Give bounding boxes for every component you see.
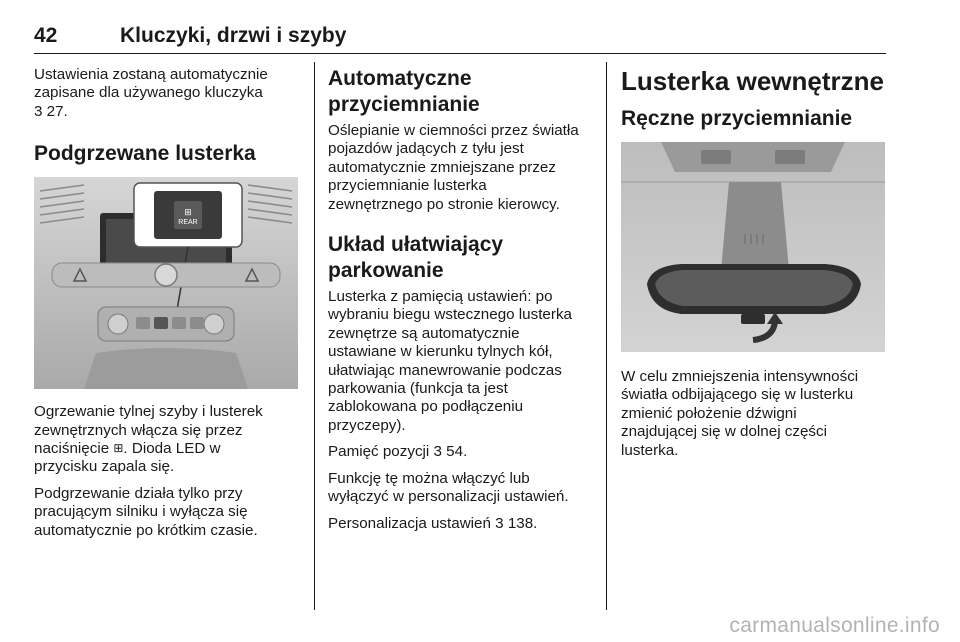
heated-mirror-switch-illustration [34, 177, 298, 389]
auto-dimming-heading: Automatyczne przyciemnianie [328, 67, 480, 116]
manual-dimming-heading: Ręczne przyciemnianie [621, 107, 853, 130]
parking-assist-heading: Układ ułatwiający parkowanie [328, 233, 504, 283]
column-middle [328, 66, 596, 541]
page-number: 42 [34, 24, 58, 47]
auto-dimming-paragraph: Oślepianie w ciemności przez światła pojazdów jadących z tyłu jest automatycznie zmniejszane przez przyciemnianie lusterka zewnętrznego po stronie kierowcy. [328, 122, 579, 213]
header-rule [34, 53, 886, 54]
memory-position-reference: Pamięć pozycji 3 54. [328, 443, 468, 461]
rear-button-label: REAR [178, 219, 198, 227]
dashboard-illustration [34, 177, 298, 389]
column-left [34, 66, 302, 548]
personalisation-reference: Personalizacja ustawień 3 138. [328, 514, 538, 532]
heated-mirrors-paragraph-2: Podgrzewanie działa tylko przy pracującym silniku i wyłącza się automatycznie po krótkim czasie. [34, 484, 258, 539]
parking-assist-paragraph: Lusterka z pamięcią ustawień: po wybraniu biegu wstecznego lusterka zewnętrze są automatycznie ustawiane w kierunku tylnych kół, ułatwiając manewrowanie podczas parkowania (funkcja ta jest zablokowana po podłączeniu przyczepy). [328, 288, 572, 434]
heated-mirrors-paragraph-1: Ogrzewanie tylnej szyby i lusterek zewnętrznych włącza się przez naciśnięcie ⊞. Dioda LED w przycisku zapala się. [34, 403, 263, 476]
chapter-title: Kluczyki, drzwi i szyby [120, 24, 347, 47]
watermark: carmanualsonline.info [729, 614, 940, 637]
interior-mirrors-heading: Lusterka wewnętrzne [621, 66, 884, 96]
column-divider-1 [314, 62, 315, 610]
rear-defrost-symbol-icon: ⊞ [113, 441, 124, 456]
page-header [34, 24, 886, 50]
manual-dimming-paragraph: W celu zmniejszenia intensywności światła odbijającego się w lusterku zmienić położenie dźwigni znajdującej się w dolnej części lusterka. [621, 368, 859, 459]
heated-mirrors-heading: Podgrzewane lusterka [34, 142, 256, 166]
mirror-illustration [621, 142, 885, 352]
interior-mirror-illustration [621, 142, 885, 352]
intro-paragraph: Ustawienia zostaną automatycznie zapisane dla używanego kluczyka 3 27. [34, 66, 268, 120]
column-divider-2 [606, 62, 607, 610]
column-right [621, 66, 887, 468]
rear-defrost-icon: ⊞ [184, 207, 192, 218]
personalisation-toggle-paragraph: Funkcję tę można włączyć lub wyłączyć w personalizacji ustawień. [328, 469, 569, 506]
